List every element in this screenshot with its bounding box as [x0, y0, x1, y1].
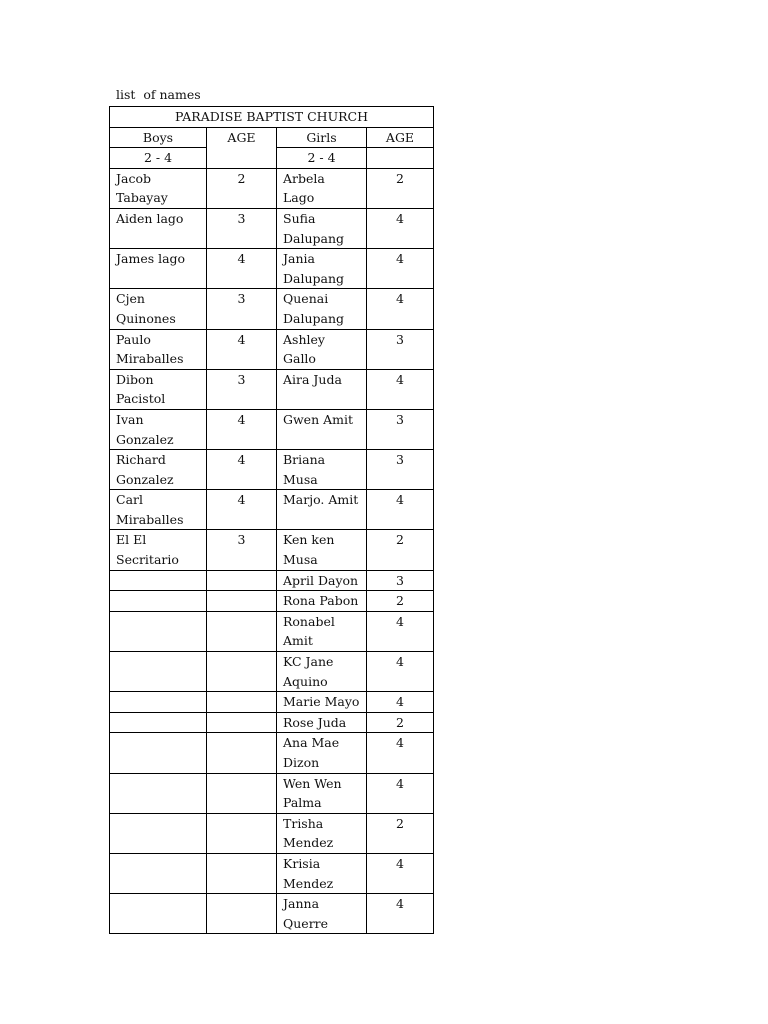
girl-age-cell: 4 — [367, 733, 434, 773]
table-row — [110, 652, 434, 692]
empty-cell — [367, 148, 434, 169]
table-row — [110, 329, 434, 369]
table-row — [110, 289, 434, 329]
girl-age-cell: 3 — [367, 570, 434, 591]
girl-age-cell: 4 — [367, 692, 434, 713]
boy-age-cell — [207, 591, 277, 612]
boy-age-cell: 4 — [207, 329, 277, 369]
table-row — [110, 490, 434, 530]
boy-name-cell: Ivan Gonzalez — [110, 409, 207, 449]
boy-name-cell — [110, 853, 207, 893]
girl-name-cell: April Dayon — [277, 570, 367, 591]
girl-name-cell: Rona Pabon — [277, 591, 367, 612]
boy-age-cell — [207, 894, 277, 934]
boy-age-cell: 2 — [207, 168, 277, 208]
boy-name-cell — [110, 773, 207, 813]
girl-name-cell: Aira Juda — [277, 369, 367, 409]
girl-name-cell: Rose Juda — [277, 712, 367, 733]
boy-name-cell — [110, 591, 207, 612]
girl-name-cell: Ken ken Musa — [277, 530, 367, 570]
boy-age-cell — [207, 692, 277, 713]
boy-age-cell: 4 — [207, 450, 277, 490]
boy-age-cell — [207, 853, 277, 893]
girl-age-cell: 2 — [367, 712, 434, 733]
boy-age-cell: 4 — [207, 409, 277, 449]
girl-name-cell: Trisha Mendez — [277, 813, 367, 853]
boy-name-cell — [110, 712, 207, 733]
girl-age-cell: 2 — [367, 168, 434, 208]
girl-age-cell: 2 — [367, 530, 434, 570]
table-row — [110, 570, 434, 591]
table-row — [110, 813, 434, 853]
girl-age-cell: 4 — [367, 773, 434, 813]
boy-age-cell: 3 — [207, 369, 277, 409]
table-row — [110, 591, 434, 612]
boy-age-cell — [207, 733, 277, 773]
girl-name-cell: Ronabel Amit — [277, 611, 367, 651]
boy-name-cell — [110, 813, 207, 853]
boy-name-cell: El El Secritario — [110, 530, 207, 570]
table-row — [110, 249, 434, 289]
table-title-row — [110, 107, 434, 128]
boy-name-cell: James lago — [110, 249, 207, 289]
girl-name-cell: Jania Dalupang — [277, 249, 367, 289]
girl-name-cell: KC Jane Aquino — [277, 652, 367, 692]
girl-name-cell: Briana Musa — [277, 450, 367, 490]
church-name: PARADISE BAPTIST CHURCH — [110, 107, 434, 128]
boy-age-cell — [207, 611, 277, 651]
boy-name-cell — [110, 611, 207, 651]
document-caption: list of names — [116, 87, 201, 102]
names-table — [109, 106, 434, 934]
girl-name-cell: Krisia Mendez — [277, 853, 367, 893]
boy-name-cell: Paulo Miraballes — [110, 329, 207, 369]
boy-age-cell: 3 — [207, 208, 277, 248]
table-header-row — [110, 127, 434, 148]
boy-name-cell: Carl Miraballes — [110, 490, 207, 530]
boys-age-header: AGE — [207, 127, 277, 168]
table-row — [110, 369, 434, 409]
boy-name-cell: Dibon Pacistol — [110, 369, 207, 409]
girl-age-cell: 2 — [367, 591, 434, 612]
girl-age-cell: 4 — [367, 490, 434, 530]
table-row — [110, 733, 434, 773]
girl-age-cell: 3 — [367, 409, 434, 449]
girl-name-cell: Wen Wen Palma — [277, 773, 367, 813]
table-row — [110, 692, 434, 713]
boy-name-cell — [110, 733, 207, 773]
girl-name-cell: Arbela Lago — [277, 168, 367, 208]
table-row — [110, 208, 434, 248]
girl-name-cell: Marie Mayo — [277, 692, 367, 713]
table-row — [110, 853, 434, 893]
table-row — [110, 894, 434, 934]
table-row — [110, 450, 434, 490]
girl-age-cell: 4 — [367, 894, 434, 934]
girl-name-cell: Quenai Dalupang — [277, 289, 367, 329]
girl-name-cell: Ashley Gallo — [277, 329, 367, 369]
boy-age-cell — [207, 570, 277, 591]
boy-age-cell — [207, 813, 277, 853]
girls-header: Girls — [277, 127, 367, 148]
boy-name-cell — [110, 570, 207, 591]
boy-age-cell — [207, 712, 277, 733]
boys-age-range: 2 - 4 — [110, 148, 207, 169]
table-row — [110, 530, 434, 570]
girl-age-cell: 3 — [367, 450, 434, 490]
boy-name-cell — [110, 652, 207, 692]
girl-age-cell: 4 — [367, 369, 434, 409]
girl-age-cell: 4 — [367, 208, 434, 248]
boy-age-cell — [207, 652, 277, 692]
girl-name-cell: Ana Mae Dizon — [277, 733, 367, 773]
boy-name-cell: Jacob Tabayay — [110, 168, 207, 208]
girl-name-cell: Janna Querre — [277, 894, 367, 934]
table-row — [110, 611, 434, 651]
boy-age-cell: 4 — [207, 490, 277, 530]
table-row — [110, 773, 434, 813]
boys-header: Boys — [110, 127, 207, 148]
table-row — [110, 168, 434, 208]
boy-name-cell — [110, 894, 207, 934]
table-row — [110, 712, 434, 733]
girl-name-cell: Sufia Dalupang — [277, 208, 367, 248]
girl-age-cell: 4 — [367, 611, 434, 651]
boy-name-cell: Aiden lago — [110, 208, 207, 248]
girl-age-cell: 4 — [367, 249, 434, 289]
boy-age-cell: 3 — [207, 289, 277, 329]
girl-age-cell: 4 — [367, 652, 434, 692]
table-row — [110, 409, 434, 449]
girl-name-cell: Gwen Amit — [277, 409, 367, 449]
girl-name-cell: Marjo. Amit — [277, 490, 367, 530]
boy-age-cell — [207, 773, 277, 813]
girl-age-cell: 3 — [367, 329, 434, 369]
girls-age-range: 2 - 4 — [277, 148, 367, 169]
boy-name-cell — [110, 692, 207, 713]
boy-name-cell: Cjen Quinones — [110, 289, 207, 329]
girl-age-cell: 4 — [367, 853, 434, 893]
girl-age-cell: 4 — [367, 289, 434, 329]
boy-age-cell: 3 — [207, 530, 277, 570]
boy-name-cell: Richard Gonzalez — [110, 450, 207, 490]
boy-age-cell: 4 — [207, 249, 277, 289]
girl-age-cell: 2 — [367, 813, 434, 853]
girls-age-header: AGE — [367, 127, 434, 148]
